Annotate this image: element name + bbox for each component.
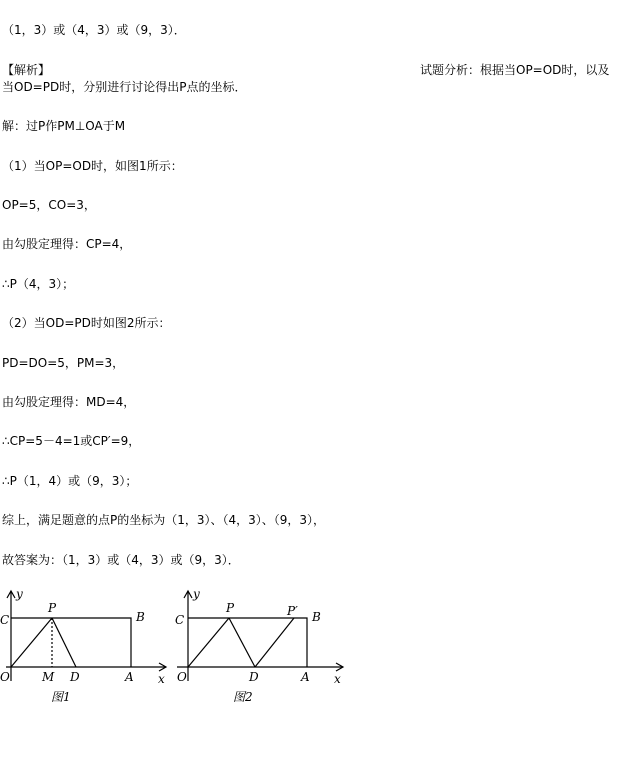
- label-m: M: [42, 670, 55, 684]
- solution-line-3: OP=5，CO=3，: [2, 198, 96, 212]
- label-p: P: [226, 601, 235, 615]
- solution-line-1: 解：过P作PM⊥OA于M: [2, 119, 126, 133]
- solution-line-10: ∴P（1，4）或（9，3）；: [2, 474, 138, 488]
- rectangle-ocba: [188, 618, 307, 667]
- solution-line-7: PD=DO=5，PM=3，: [2, 356, 125, 370]
- label-p-prime: P′: [287, 604, 298, 618]
- label-d: D: [70, 670, 80, 684]
- figure-1: [0, 585, 175, 710]
- analysis-intro: 试题分析：根据当OP=OD时，以及: [420, 63, 610, 77]
- solution-line-8: 由勾股定理得：MD=4，: [2, 395, 136, 409]
- solution-line-12: 故答案为：（1，3）或（4，3）或（9，3）．: [2, 553, 240, 567]
- segment-pd: [229, 618, 255, 667]
- solution-line-9: ∴CP=5－4=1或CP′=9，: [2, 434, 141, 448]
- solution-line-2: （1）当OP=OD时，如图1所示：: [2, 159, 183, 173]
- label-x: x: [158, 672, 165, 686]
- label-a: A: [301, 670, 310, 684]
- label-y: y: [193, 587, 200, 601]
- analysis-tag: 【解析】: [2, 63, 51, 77]
- figure-2-caption: 图2: [233, 690, 253, 704]
- label-c: C: [0, 613, 10, 627]
- segment-op: [188, 618, 229, 667]
- rectangle-ocba: [11, 618, 131, 667]
- solution-line-11: 综上，满足题意的点P的坐标为（1，3）、（4，3）、（9，3），: [2, 513, 326, 527]
- label-d: D: [249, 670, 259, 684]
- figure-2: [173, 585, 353, 710]
- segment-pd: [52, 618, 76, 667]
- answer-line: （1，3）或（4，3）或（9，3）．: [2, 23, 186, 37]
- label-b: B: [312, 610, 321, 624]
- label-p: P: [48, 601, 57, 615]
- label-o: O: [0, 670, 10, 684]
- figure-1-caption: 图1: [51, 690, 71, 704]
- label-c: C: [175, 613, 185, 627]
- analysis-intro-continued: 当OD=PD时，分别进行讨论得出P点的坐标．: [2, 80, 247, 94]
- segment-dp-prime: [255, 618, 294, 667]
- solution-line-5: ∴P（4，3）；: [2, 277, 75, 291]
- solution-line-4: 由勾股定理得：CP=4，: [2, 237, 132, 251]
- label-y: y: [16, 587, 23, 601]
- solution-line-6: （2）当OD=PD时如图2所示：: [2, 316, 171, 330]
- label-x: x: [334, 672, 341, 686]
- label-b: B: [136, 610, 145, 624]
- label-a: A: [125, 670, 134, 684]
- segment-op: [11, 618, 52, 667]
- label-o: O: [177, 670, 187, 684]
